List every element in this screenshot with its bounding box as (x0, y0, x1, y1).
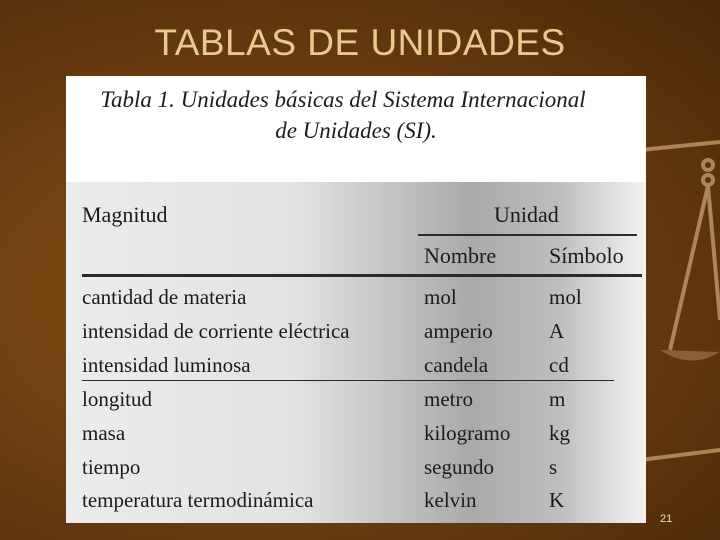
row-nombre: mol (424, 285, 457, 309)
row-magnitud: longitud (82, 387, 153, 411)
row-nombre: segundo (424, 455, 494, 479)
row-simbolo: kg (549, 421, 570, 445)
header-rule (82, 274, 642, 277)
slide-title: TABLAS DE UNIDADES (154, 22, 566, 63)
page-number: 21 (660, 513, 673, 525)
row-simbolo: A (549, 319, 565, 343)
row-magnitud: intensidad de corriente eléctrica (82, 319, 350, 343)
units-table (66, 182, 646, 523)
row-magnitud: masa (82, 421, 126, 445)
header-nombre: Nombre (424, 243, 497, 268)
row-nombre: kilogramo (424, 421, 511, 445)
header-unidad: Unidad (494, 202, 559, 227)
header-simbolo: Símbolo (549, 243, 624, 268)
row-simbolo: cd (549, 353, 569, 377)
row-magnitud: intensidad luminosa (82, 353, 251, 377)
row-divider (82, 380, 614, 381)
row-simbolo: mol (549, 285, 582, 309)
row-simbolo: m (549, 387, 566, 411)
row-nombre: candela (424, 353, 489, 377)
row-simbolo: K (549, 488, 565, 512)
row-nombre: kelvin (424, 488, 477, 512)
row-magnitud: tiempo (82, 455, 141, 479)
units-table-image (66, 76, 646, 523)
table-caption (66, 84, 646, 146)
table-caption-line2: de Unidades (SI). (275, 118, 437, 143)
row-nombre: amperio (424, 319, 493, 343)
unidad-underline (418, 234, 637, 236)
row-simbolo: s (549, 455, 558, 479)
header-magnitud: Magnitud (82, 202, 168, 227)
row-nombre: metro (424, 387, 473, 411)
balance-scale-icon (640, 120, 720, 480)
row-magnitud: temperatura termodinámica (82, 488, 314, 512)
table-caption-area (66, 76, 646, 182)
row-magnitud: cantidad de materia (82, 285, 247, 309)
table-caption-line1: Tabla 1. Unidades básicas del Sistema Internacional (100, 87, 586, 112)
